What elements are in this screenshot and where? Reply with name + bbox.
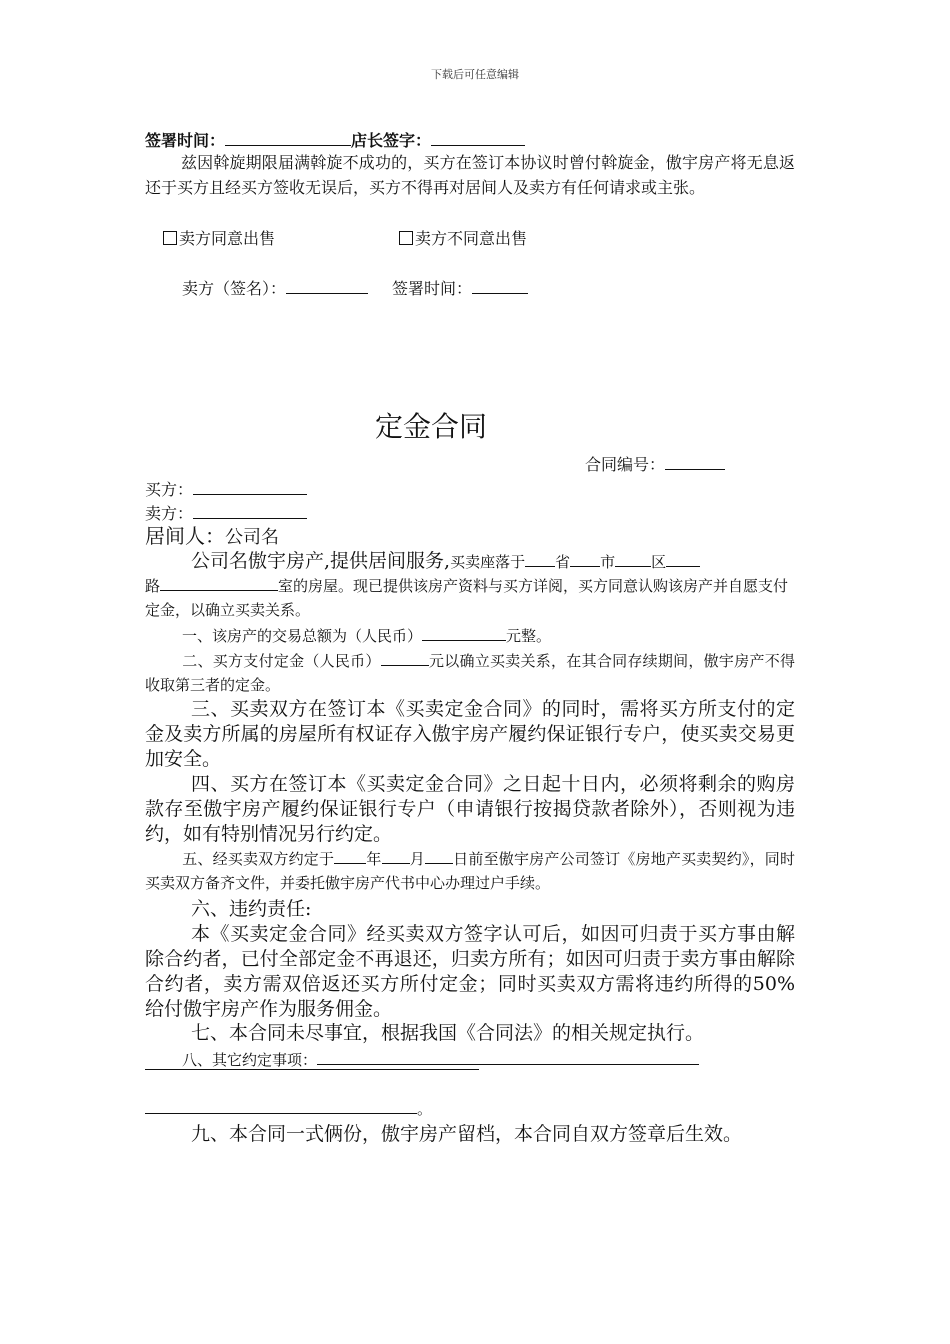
road-label: 路: [145, 577, 161, 595]
seller-signature-line: [182, 276, 528, 301]
clause-2-end: 元以确立买卖关系，在其合同存续期间，傲宇房产不得收取第三者的定金。: [145, 652, 795, 694]
sign-time-label: 签署时间：: [145, 131, 226, 150]
deposit-amount-blank[interactable]: [381, 650, 429, 666]
seller-sign-blank[interactable]: [286, 278, 368, 294]
agent-value: 公司名: [225, 527, 279, 548]
sign-time-blank-2[interactable]: [472, 278, 528, 294]
city-blank[interactable]: [570, 551, 600, 567]
manager-sign-blank[interactable]: [431, 130, 525, 146]
year-label: 年: [366, 850, 382, 868]
sign-time-label-2: 签署时间：: [392, 279, 473, 298]
clause-5: [145, 847, 795, 895]
clause-2-text: 二、买方支付定金（人民币）: [182, 652, 381, 670]
option-disagree-label: 卖方不同意出售: [415, 229, 528, 248]
clause-1: [182, 624, 551, 648]
clause-6-body: 本《买卖定金合同》经买卖双方签字认可后，如因可归责于买方事由解除合约者，已付全部定金不再退还，归卖方所有；如因可归责于卖方事由解除合约者，卖方需双倍返还买方所付定金；同时买卖双方需将违约所得的50%给付傲宇房产作为服务佣金。: [145, 923, 795, 1020]
checkbox-icon[interactable]: [163, 231, 177, 245]
buyer-line: [145, 477, 307, 502]
clause-2: [145, 649, 795, 697]
other-terms-line-3: [145, 1097, 432, 1121]
option-disagree[interactable]: [399, 226, 527, 251]
sign-time-blank[interactable]: [225, 130, 351, 146]
district-blank[interactable]: [615, 551, 651, 567]
contract-number-label: 合同编号：: [585, 455, 666, 474]
option-agree[interactable]: [163, 226, 275, 251]
clause-5-text: 五、经买卖双方约定于: [182, 850, 335, 868]
checkbox-icon[interactable]: [399, 231, 413, 245]
manager-sign-label: 店长签字：: [351, 131, 432, 150]
option-agree-label: 卖方同意出售: [179, 229, 276, 248]
clause-8-text: 八、其它约定事项：: [182, 1051, 318, 1069]
clause-5-end: 日前至傲宇房产公司签订《房地产买卖契约》，同时买卖双方备齐文件，并委托傲宇房产代书中心办理过户手续。: [145, 850, 795, 892]
clause-4: 四、买方在签订本《买卖定金合同》之日起十日内，必须将剩余的购房款存至傲宇房产履约保证银行专户（申请银行按揭贷款者除外），否则视为违约，如有特别情况另行约定。: [145, 773, 795, 845]
top-signature-line: [145, 128, 525, 151]
contract-number: [585, 452, 725, 477]
other-terms-blank-2[interactable]: [145, 1069, 479, 1070]
day-blank[interactable]: [425, 848, 453, 864]
agent-label: 居间人：: [145, 524, 225, 548]
intro-paragraph: [145, 549, 795, 622]
province-blank[interactable]: [525, 551, 555, 567]
contract-number-blank[interactable]: [665, 454, 725, 470]
clause-8-end: 。: [417, 1100, 433, 1118]
other-terms-blank-3[interactable]: [145, 1098, 417, 1114]
seller-blank[interactable]: [193, 503, 307, 519]
intro-part-b: 买卖座落于: [450, 553, 526, 571]
agent-line: [145, 523, 279, 551]
year-blank[interactable]: [334, 848, 366, 864]
intro-part-c: 室的房屋。现已提供该房产资料与买方详阅，买方同意认购该房产并自愿支付定金，以确立买卖关系。: [145, 577, 789, 619]
city-label: 市: [600, 553, 616, 571]
buyer-blank[interactable]: [193, 479, 307, 495]
room-blank[interactable]: [160, 575, 278, 591]
seller-sign-label: 卖方（签名）：: [182, 279, 287, 298]
road-blank[interactable]: [666, 551, 700, 567]
buyer-label: 买方：: [145, 480, 194, 499]
province-label: 省: [555, 553, 571, 571]
clause-7: 七、本合同未尽事宜，根据我国《合同法》的相关规定执行。: [191, 1022, 705, 1044]
clause-9: 九、本合同一式俩份，傲宇房产留档，本合同自双方签章后生效。: [191, 1123, 743, 1145]
seller-label: 卖方：: [145, 504, 194, 523]
contract-title: 定金合同: [374, 410, 487, 443]
intro-part-a: 公司名傲宇房产,提供居间服务,: [191, 550, 451, 572]
month-blank[interactable]: [382, 848, 410, 864]
month-label: 月: [409, 850, 425, 868]
clause-3: 三、买卖双方在签订本《买卖定金合同》的同时，需将买方所支付的定金及卖方所属的房屋所有权证存入傲宇房产履约保证银行专户，使买卖交易更加安全。: [145, 698, 795, 770]
clause-1-end: 元整。: [506, 627, 552, 645]
total-amount-blank[interactable]: [422, 625, 506, 641]
refund-paragraph: 兹因斡旋期限届满斡旋不成功的，买方在签订本协议时曾付斡旋金，傲宇房产将无息返还于买方且经买方签收无误后，买方不得再对居间人及卖方有任何请求或主张。: [145, 153, 795, 197]
clause-1-text: 一、该房产的交易总额为（人民币）: [182, 627, 423, 645]
district-label: 区: [651, 553, 667, 571]
clause-6-title: 六、违约责任:: [191, 898, 312, 920]
other-terms-blank-1[interactable]: [317, 1049, 699, 1065]
page-header-note: 下载后可任意编辑: [431, 68, 519, 81]
